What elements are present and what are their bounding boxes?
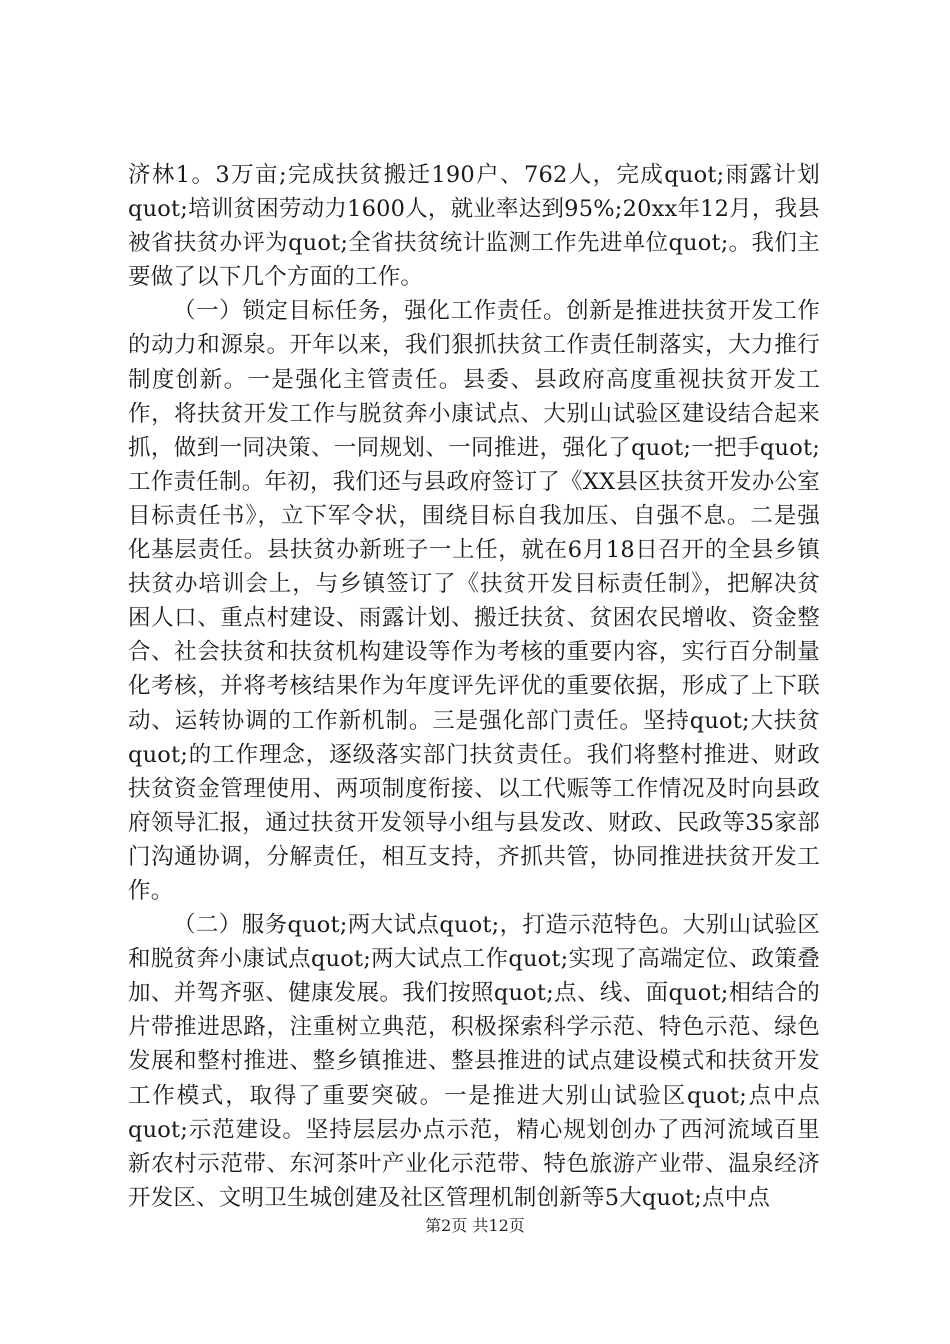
document-body <box>128 158 820 1215</box>
paragraph-1: 济林1。3万亩;完成扶贫搬迁190户、762人，完成quot;雨露计划quot;培训贫困劳动力1600人，就业率达到95%;20xx年12月，我县被省扶贫办评为quot;全省扶贫统计监测工作先进单位quot;。我们主要做了以下几个方面的工作。 <box>128 162 820 291</box>
paragraph-2: （一）锁定目标任务，强化工作责任。创新是推进扶贫开发工作的动力和源泉。开年以来，我们狠抓扶贫工作责任制落实，大力推行制度创新。一是强化主管责任。县委、县政府高度重视扶贫开发工作，将扶贫开发工作与脱贫奔小康试点、大别山试验区建设结合起来抓，做到一同决策、一同规划、一同推进，强化了quot;一把手quot;工作责任制。年初，我们还与县政府签订了《XX县区扶贫开发办公室目标责任书》，立下军令状，围绕目标自我加压、自强不息。二是强化基层责任。县扶贫办新班子一上任，就在6月18日召开的全县乡镇扶贫办培训会上，与乡镇签订了《扶贫开发目标责任制》，把解决贫困人口、重点村建设、雨露计划、搬迁扶贫、贫困农民增收、资金整合、社会扶贫和扶贫机构建设等作为考核的重要内容，实行百分制量化考核，并将考核结果作为年度评先评优的重要依据，形成了上下联动、运转协调的工作新机制。三是强化部门责任。坚持quot;大扶贫quot;的工作理念，逐级落实部门扶贫责任。我们将整村推进、财政扶贫资金管理使用、两项制度衔接、以工代赈等工作情况及时向县政府领导汇报，通过扶贫开发领导小组与县发改、财政、民政等35家部门沟通协调，分解责任，相互支持，齐抓共管，协同推进扶贫开发工作。 <box>128 298 820 904</box>
paragraph-3: （二）服务quot;两大试点quot;，打造示范特色。大别山试验区和脱贫奔小康试点quot;两大试点工作quot;实现了高端定位、政策叠加、并驾齐驱、健康发展。我们按照quot;点、线、面quot;相结合的片带推进思路，注重树立典范，积极探索科学示范、特色示范、绿色发展和整村推进、整乡镇推进、整县推进的试点建设模式和扶贫开发工作模式，取得了重要突破。一是推进大别山试验区quot;点中点quot;示范建设。坚持层层办点示范，精心规划创办了西河流域百里新农村示范带、东河茶叶产业化示范带、特色旅游产业带、温泉经济开发区、文明卫生城创建及社区管理机制创新等5大quot;点中点 <box>128 912 820 1211</box>
page-number-footer: 第2页 共12页 <box>425 1216 525 1235</box>
